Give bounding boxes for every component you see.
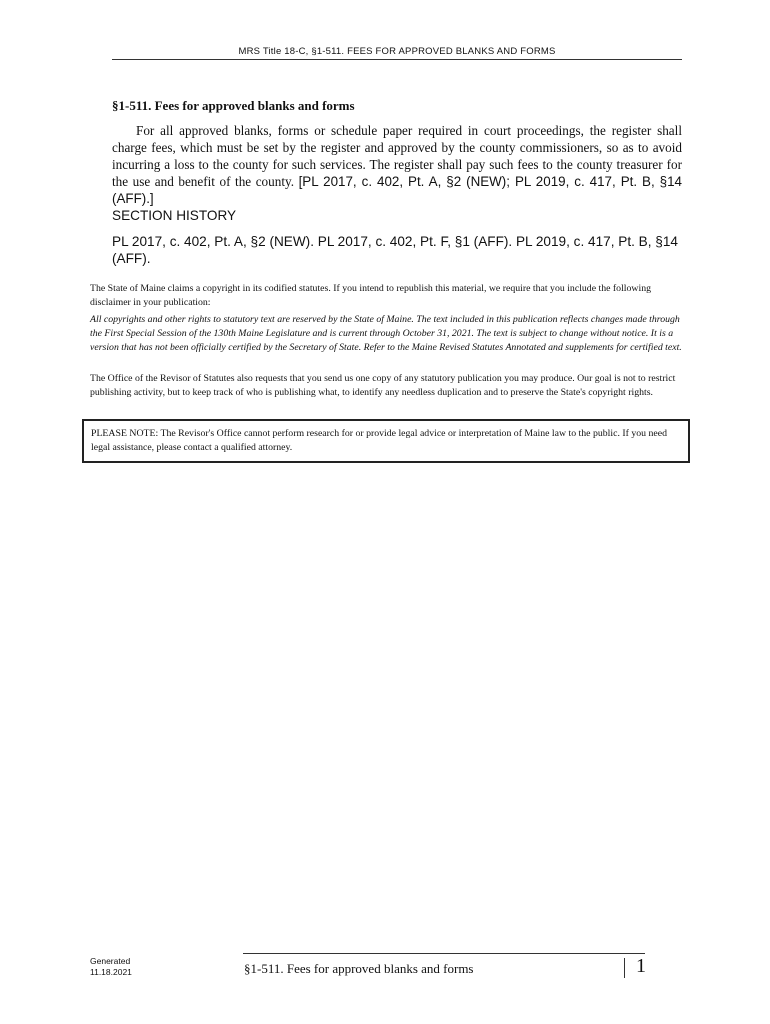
section-history-body: PL 2017, c. 402, Pt. A, §2 (NEW). PL 2017, c. 402, Pt. F, §1 (AFF). PL 2019, c. 417, Pt. B, §14 (AFF).	[112, 234, 678, 266]
footer-divider	[624, 958, 625, 978]
inline-history-reference: [PL 2017, c. 402, Pt. A, §2 (NEW); PL 2019, c. 417, Pt. B, §14 (AFF).]	[112, 174, 682, 206]
copyright-disclaimer: All copyrights and other rights to statutory text are reserved by the State of Maine. The text included in this publication reflects changes made through the First Special Session of the 130th Maine Legislature and is current through October 31, 2021. The text is subject to change without notice. It is a version that has not been officially certified by the Secretary of State. Refer to the Maine Revised Statutes Annotated and supplements for certified text.	[90, 314, 682, 353]
section-body-text: For all approved blanks, forms or schedule paper required in court proceedings, the register shall charge fees, which must be set by the register and approved by the county commissioners, so as to avoid incurring a loss to the county for such services. The register shall pay such fees to the county treasurer for the use and benefit of the county.	[112, 123, 682, 189]
running-header: MRS Title 18-C, §1-511. FEES FOR APPROVED BLANKS AND FORMS	[112, 46, 682, 60]
footer-title: §1-511. Fees for approved blanks and forms	[244, 961, 474, 976]
generated-date: 11.18.2021	[90, 967, 132, 977]
section-history-title: SECTION HISTORY	[112, 208, 237, 223]
footer-generated	[90, 956, 132, 978]
please-note-box: PLEASE NOTE: The Revisor's Office cannot perform research for or provide legal advice or interpretation of Maine law to the public. If you need legal assistance, please contact a qualified attorney.	[82, 419, 690, 463]
footer-rule	[243, 953, 645, 954]
page-number: 1	[636, 955, 646, 977]
section-body	[112, 122, 682, 207]
section-heading: §1-511. Fees for approved blanks and forms	[112, 98, 355, 113]
generated-label: Generated	[90, 956, 131, 966]
revisor-request-notice: The Office of the Revisor of Statutes also requests that you send us one copy of any statutory publication you may produce. Our goal is not to restrict publishing activity, but to keep track of who is publishing what, to identify any needless duplication and to preserve the State's copyright rights.	[90, 373, 676, 398]
copyright-claim-notice: The State of Maine claims a copyright in its codified statutes. If you intend to republish this material, we require that you include the following disclaimer in your publication:	[90, 283, 652, 308]
